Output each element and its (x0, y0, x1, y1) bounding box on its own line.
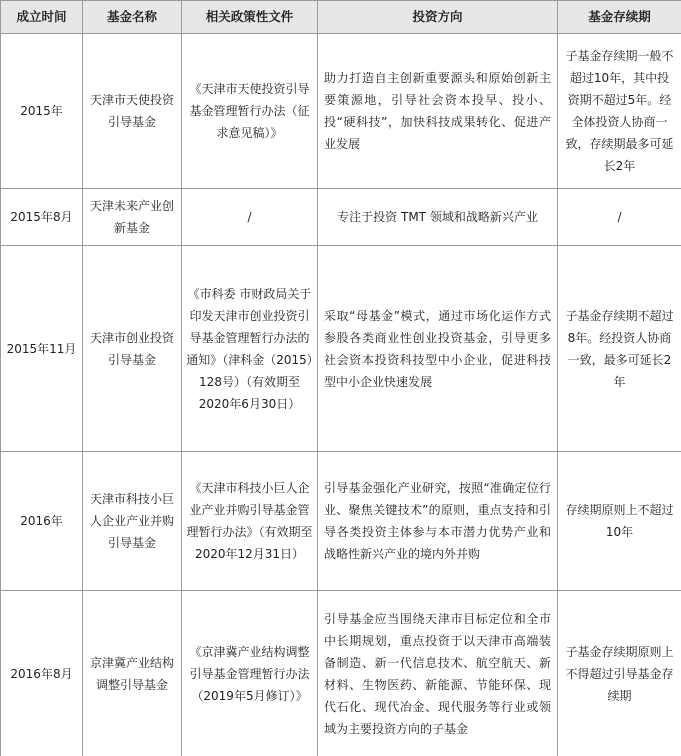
table-row (1, 452, 681, 591)
table-row (1, 34, 681, 189)
cell-direction: 专注于投资 TMT 领域和战略新兴产业 (318, 189, 558, 246)
cell-date: 2016年 (1, 452, 83, 591)
header-duration: 基金存续期 (558, 1, 681, 34)
cell-policy: 《市科委 市财政局关于印发天津市创业投资引导基金管理暂行办法的通知》（津科金（2015）128号）（有效期至2020年6月30日） (182, 246, 318, 452)
cell-date: 2015年8月 (1, 189, 83, 246)
cell-direction: 引导基金强化产业研究，按照“准确定位行业、聚焦关键技术”的原则，重点支持和引导各类投资主体参与本市潜力优势产业和战略性新兴产业的境内外并购 (318, 452, 558, 591)
cell-duration: 存续期原则上不超过10年 (558, 452, 681, 591)
cell-duration: 子基金存续期原则上不得超过引导基金存续期 (558, 591, 681, 756)
cell-fund-name: 天津市天使投资引导基金 (83, 34, 182, 189)
cell-date: 2015年 (1, 34, 83, 189)
cell-duration: 子基金存续期一般不超过10年，其中投资期不超过5年。经全体投资人协商一致，存续期最多可延长2年 (558, 34, 681, 189)
cell-date: 2015年11月 (1, 246, 83, 452)
cell-direction: 助力打造自主创新重要源头和原始创新主要策源地，引导社会资本投早、投小、投“硬科技”，加快科技成果转化、促进产业发展 (318, 34, 558, 189)
cell-policy: 《天津市科技小巨人企业产业并购引导基金管理暂行办法》（有效期至2020年12月31日） (182, 452, 318, 591)
cell-duration: 子基金存续期不超过8年。经投资人协商一致，最多可延长2年 (558, 246, 681, 452)
cell-fund-name: 京津冀产业结构调整引导基金 (83, 591, 182, 756)
cell-policy: 《天津市天使投资引导基金管理暂行办法（征求意见稿）》 (182, 34, 318, 189)
cell-fund-name: 天津市创业投资引导基金 (83, 246, 182, 452)
header-policy: 相关政策性文件 (182, 1, 318, 34)
table-row (1, 189, 681, 246)
header-direction: 投资方向 (318, 1, 558, 34)
table-header-row (1, 1, 681, 34)
table-row (1, 246, 681, 452)
cell-policy: 《京津冀产业结构调整引导基金管理暂行办法（2019年5月修订）》 (182, 591, 318, 756)
header-fund-name: 基金名称 (83, 1, 182, 34)
cell-direction: 引导基金应当围绕天津市目标定位和全市中长期规划，重点投资于以天津市高端装备制造、新一代信息技术、航空航天、新材料、生物医药、新能源、节能环保、现代石化、现代冶金、现代服务等行业或领域为主要投资方向的子基金 (318, 591, 558, 756)
cell-date: 2016年8月 (1, 591, 83, 756)
cell-duration: / (558, 189, 681, 246)
header-date: 成立时间 (1, 1, 83, 34)
cell-fund-name: 天津未来产业创新基金 (83, 189, 182, 246)
table-row (1, 591, 681, 756)
cell-direction: 采取“母基金”模式，通过市场化运作方式参股各类商业性创业投资基金，引导更多社会资本投资科技型中小企业，促进科技型中小企业快速发展 (318, 246, 558, 452)
cell-policy: / (182, 189, 318, 246)
cell-fund-name: 天津市科技小巨人企业产业并购引导基金 (83, 452, 182, 591)
